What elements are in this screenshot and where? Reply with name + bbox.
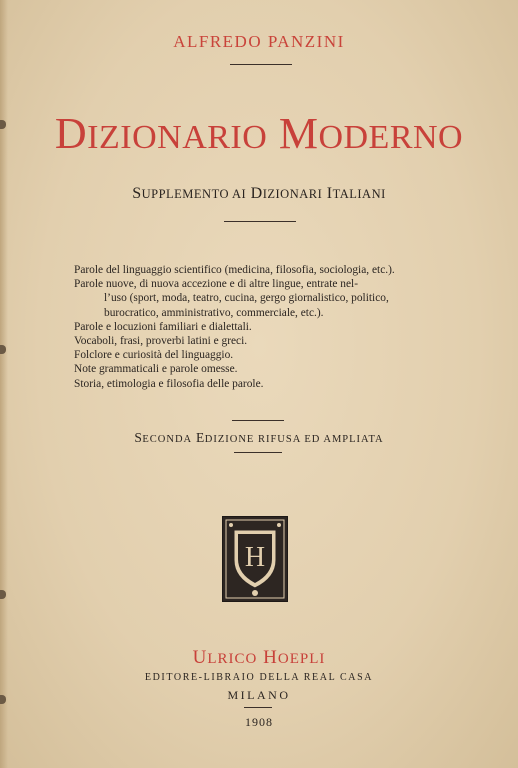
edition-initial: S [134,430,143,445]
contents-line: Parole e locuzioni familiari e dialettali. [74,320,252,333]
title-word: IZIONARIO [87,119,268,156]
contents-line: Note grammaticali e parole omesse. [74,363,238,376]
subtitle-initial: S [132,185,142,202]
publisher-word: LRICO [207,651,258,667]
publication-city: MILANO [227,688,291,702]
edition-initial: E [196,430,205,445]
publisher-imprint: EDITORE-LIBRAIO DELLA REAL CASA [144,672,374,683]
publication-year: 1908 [245,715,273,729]
subtitle-initial: I [326,185,333,202]
svg-text:H: H [244,542,266,573]
divider-rule [244,707,272,708]
contents-line: Vocaboli, frasi, proverbi latini e greci. [74,335,248,348]
subtitle-initial: D [250,185,263,202]
book-title [0,109,518,158]
contents-line: Parole del linguaggio scientifico (medicina, filosofia, sociologia, etc.). [74,264,395,276]
edition-word: DIZIONE RIFUSA ED AMPLIATA [204,434,384,445]
contents-line: l’uso (sport, moda, teatro, cucina, gergo giornalistico, politico, [104,292,389,305]
edition-word: ECONDA [142,434,193,445]
divider-rule [224,221,296,222]
contents-list [74,263,454,391]
title-initial: D [54,109,88,158]
title-word: ODERNO [318,119,464,156]
edition-statement [0,430,518,446]
subtitle [0,185,518,203]
contents-line: Folclore e curiosità del linguaggio. [74,349,234,362]
publisher-emblem-icon [222,516,288,602]
publisher-name [0,647,518,669]
contents-line: burocratico, amministrativo, commerciale, etc.). [104,306,324,319]
publisher-initial: H [263,647,278,668]
author-name: ALFREDO PANZINI [173,32,345,51]
divider-rule [234,452,282,453]
contents-line: Storia, etimologia e filosofia delle parole. [74,377,264,390]
divider-rule [230,64,292,65]
subtitle-word: UPPLEMENTO AI [141,187,247,201]
title-initial: M [278,109,319,158]
subtitle-word: IZIONARI [262,187,323,201]
publisher-word: OEPLI [277,651,326,667]
divider-rule [232,420,284,421]
subtitle-word: TALIANI [332,187,386,201]
contents-line: Parole nuove, di nuova accezione e di altre lingue, entrate nel- [74,278,359,291]
publisher-initial: U [192,647,208,668]
